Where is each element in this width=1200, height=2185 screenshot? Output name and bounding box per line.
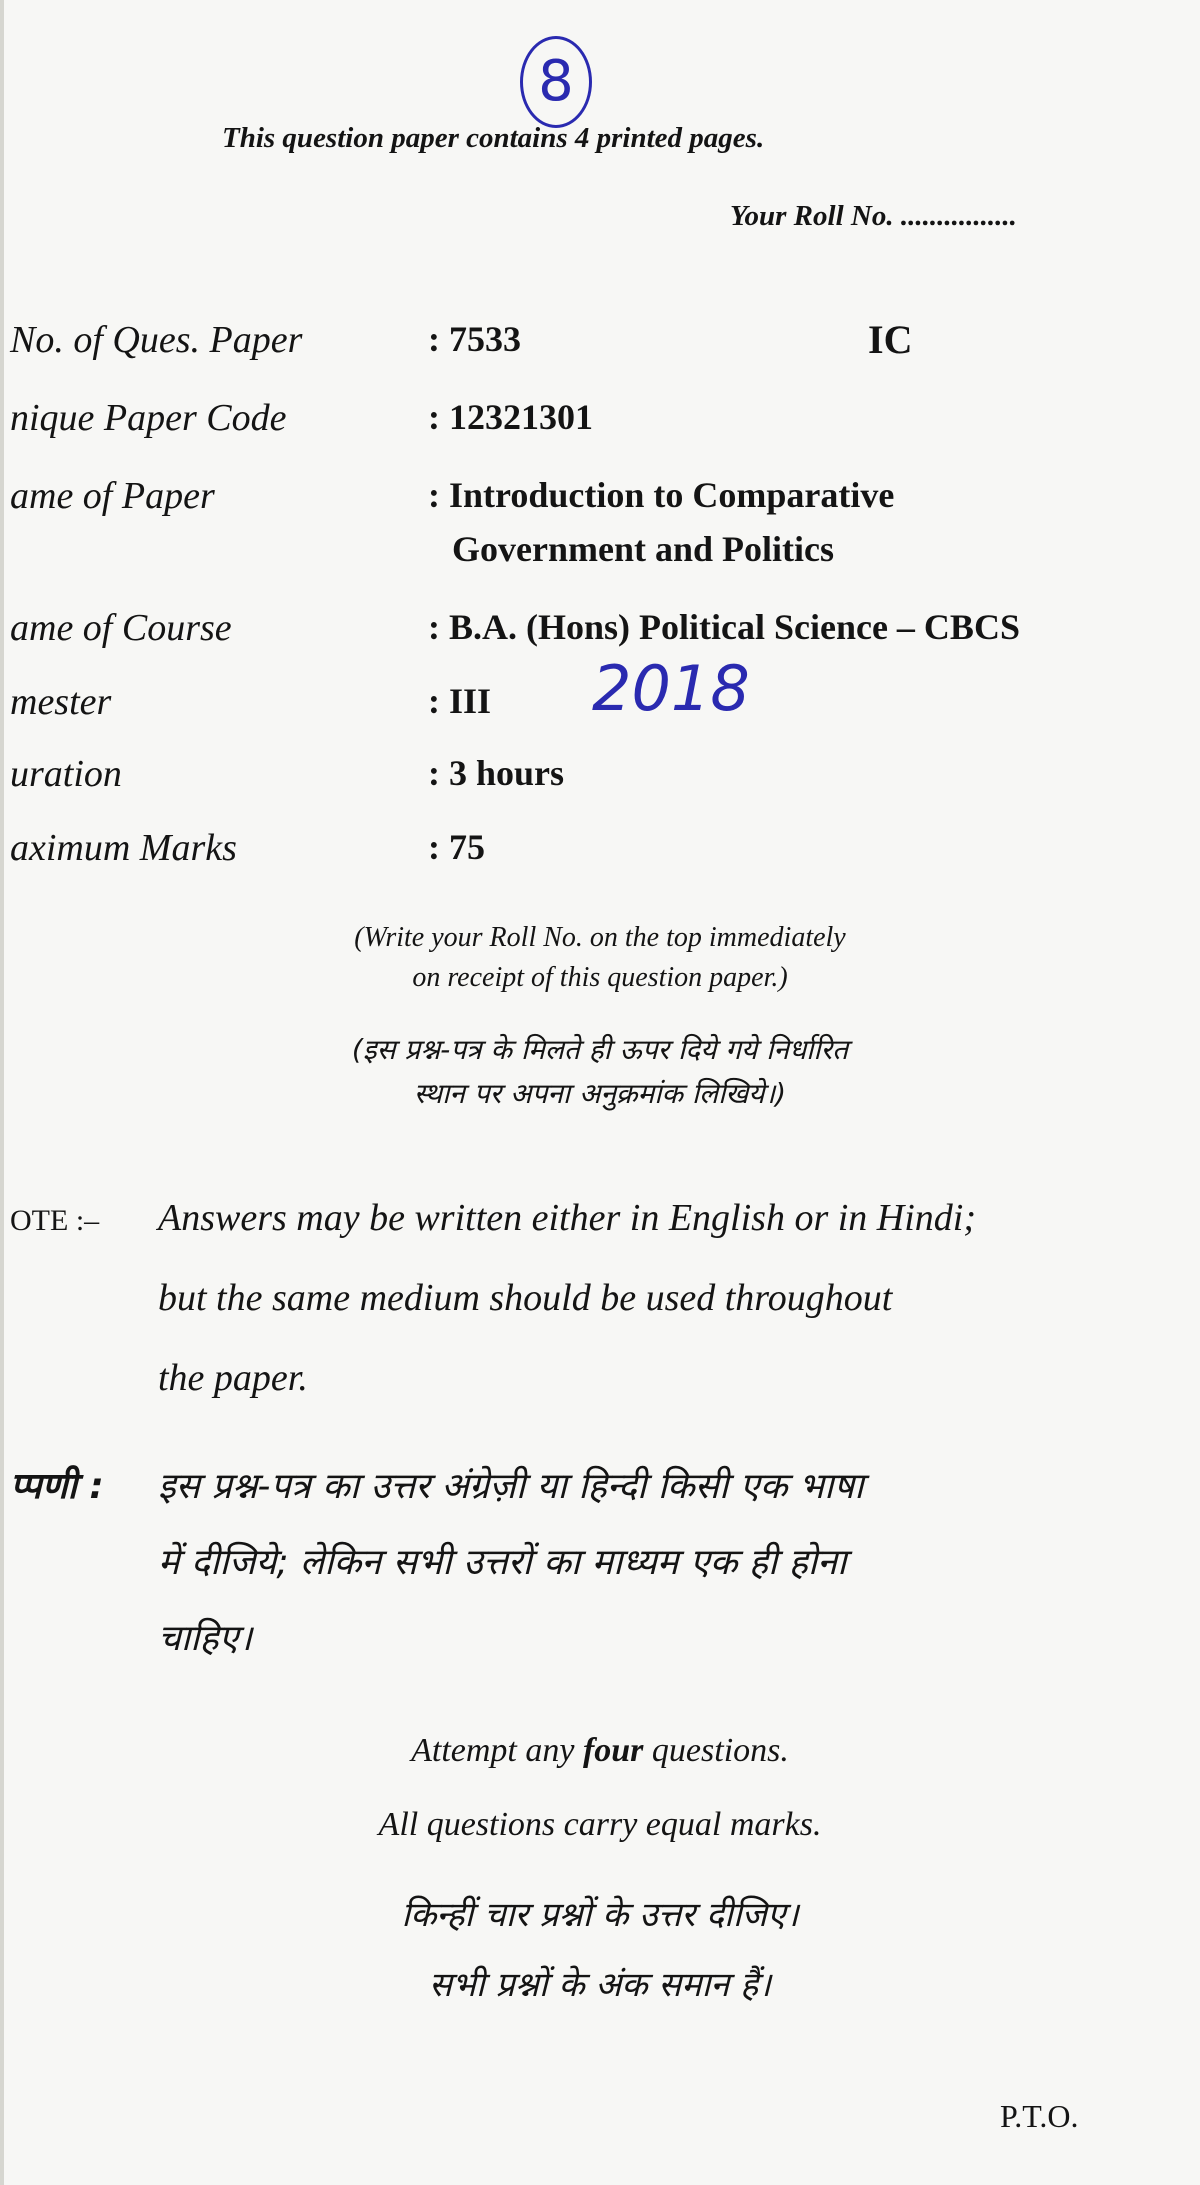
hindi-note-label: प्पणी : — [10, 1466, 104, 1507]
detail-value-continued: Government and Politics — [452, 529, 834, 569]
attempt-instruction — [0, 1732, 1200, 1770]
attempt-instruction-hi: किन्हीं चार प्रश्नों के उत्तर दीजिए। — [401, 1895, 799, 1935]
paper-code-badge: IC — [868, 317, 913, 362]
note-line: the paper. — [158, 1357, 308, 1399]
note-line: Answers may be written either in English or in Hindi; — [158, 1197, 977, 1239]
attempt-text: questions. — [643, 1732, 789, 1769]
detail-label: No. of Ques. Paper — [10, 319, 303, 361]
detail-label: mester — [10, 681, 112, 723]
attempt-count: four — [582, 1732, 644, 1769]
detail-value: : III — [428, 681, 492, 721]
marks-instruction-hi: सभी प्रश्नों के अंक समान हैं। — [428, 1965, 772, 2005]
detail-value: : Introduction to Comparative — [428, 475, 895, 515]
instruction-roll-en: on receipt of this question paper.) — [412, 962, 788, 993]
detail-value: : 3 hours — [428, 753, 565, 793]
instruction-roll-en: (Write your Roll No. on the top immediately — [354, 922, 846, 953]
attempt-text: Attempt any — [411, 1732, 583, 1769]
note-label: OTE :– — [10, 1204, 100, 1237]
instruction-roll-hi: स्थान पर अपना अनुक्रमांक लिखिये।) — [413, 1077, 787, 1110]
handwritten-circled-number: 8 — [520, 36, 592, 128]
marks-instruction: All questions carry equal marks. — [378, 1806, 822, 1843]
detail-label: aximum Marks — [10, 827, 237, 869]
please-turn-over: P.T.O. — [1000, 2098, 1079, 2134]
instruction-roll-hi: (इस प्रश्न-पत्र के मिलते ही ऊपर दिये गये निर्धारित — [351, 1033, 849, 1066]
note-line: but the same medium should be used throughout — [158, 1277, 893, 1319]
detail-label: uration — [10, 753, 122, 795]
detail-label: ame of Course — [10, 607, 232, 649]
roll-number-field: Your Roll No. ................ — [730, 200, 1017, 232]
hindi-note-line: में दीजिये; लेकिन सभी उत्तरों का माध्यम एक ही होना — [158, 1542, 847, 1583]
detail-value: : 12321301 — [428, 397, 593, 437]
hindi-note-line: चाहिए। — [158, 1618, 253, 1659]
detail-value: : B.A. (Hons) Political Science – CBCS — [428, 607, 1020, 647]
detail-label: nique Paper Code — [10, 397, 287, 439]
handwritten-year: 2018 — [592, 652, 750, 725]
detail-label: ame of Paper — [10, 475, 215, 517]
detail-value: : 7533 — [428, 319, 521, 359]
detail-value: : 75 — [428, 827, 485, 867]
pages-note: This question paper contains 4 printed pages. — [222, 122, 765, 154]
hindi-note-line: इस प्रश्न-पत्र का उत्तर अंग्रेज़ी या हिन्दी किसी एक भाषा — [158, 1466, 864, 1507]
